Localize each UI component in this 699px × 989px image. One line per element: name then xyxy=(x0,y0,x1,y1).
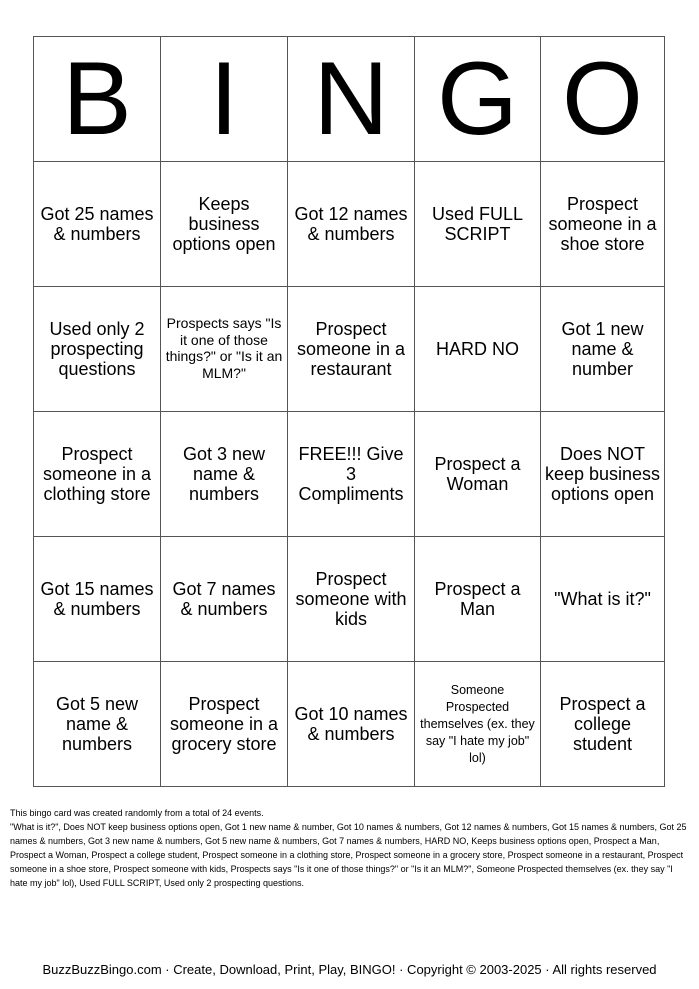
bingo-cell xyxy=(161,287,288,412)
cell-text: Prospect a college student xyxy=(559,693,646,754)
free-space-cell xyxy=(288,412,415,537)
cell-text: Prospect someone in a shoe store xyxy=(548,193,657,254)
bingo-cell xyxy=(34,287,161,412)
board-row xyxy=(34,662,665,787)
cell-text: Prospect someone in a clothing store xyxy=(42,443,152,504)
cell-text: Prospects says "Is it one of those things?" or "Is it an MLM?" xyxy=(165,315,283,381)
bingo-cell xyxy=(541,287,665,412)
cell-text: "What is it?" xyxy=(554,588,651,609)
cell-text: Prospect a Man xyxy=(434,578,521,619)
bingo-cell xyxy=(288,662,415,787)
cell-text: Got 25 names & numbers xyxy=(40,203,154,244)
bingo-cell xyxy=(288,537,415,662)
bingo-cell xyxy=(541,162,665,287)
events-list: "What is it?", Does NOT keep business options open, Got 1 new name & number, Got 10 names & numbers, Got 12 names & numbers, Got 15 names & numbers, Got 25 names & numbers, Got 3 new name & numbers, Got 5 new name & numbers, Got 7 names & numbers, HARD NO, Keeps business options open, Prospect a Man, Prospect a Woman, Prospect a college student, Prospect someone in a clothing store, Prospect someone in a grocery store, Prospect someone in a restaurant, Prospect someone in a shoe store, Prospect someone with kids, Prospects says "Is it one of those things?" or "Is it an MLM?", Someone Prospected themselves (ex. they say "I hate my job" lol), Used FULL SCRIPT, Used only 2 prospecting questions. xyxy=(10,822,687,888)
cell-text: Used only 2 prospecting questions xyxy=(49,318,145,379)
bingo-cell xyxy=(34,412,161,537)
cell-text: Prospect a Woman xyxy=(434,453,521,494)
bingo-cell xyxy=(541,662,665,787)
cell-text: Got 15 names & numbers xyxy=(40,578,154,619)
letter-cell-o xyxy=(541,37,665,162)
cell-text: Does NOT keep business options open xyxy=(544,443,661,504)
letter-cell-n xyxy=(288,37,415,162)
cell-text: HARD NO xyxy=(435,338,519,359)
bingo-cell xyxy=(161,662,288,787)
cell-text: Prospect someone with kids xyxy=(295,568,407,629)
letter-i: I xyxy=(209,41,239,157)
bingo-cell xyxy=(34,537,161,662)
cell-text: Got 3 new name & numbers xyxy=(182,443,266,504)
bingo-cell xyxy=(541,537,665,662)
cell-text: Prospect someone in a grocery store xyxy=(169,693,279,754)
cell-text: Got 7 names & numbers xyxy=(172,578,276,619)
free-space-text: FREE!!! Give 3 Compliments xyxy=(298,443,404,504)
letter-g: G xyxy=(437,41,518,157)
card-info xyxy=(10,806,690,890)
bingo-cell xyxy=(415,412,541,537)
site-footer: BuzzBuzzBingo.com · Create, Download, Print, Play, BINGO! · Copyright © 2003-2025 · All rights reserved xyxy=(42,962,657,977)
board-row xyxy=(34,537,665,662)
letter-o: O xyxy=(562,41,643,157)
bingo-cell xyxy=(34,662,161,787)
bingo-cell xyxy=(415,162,541,287)
letter-b: B xyxy=(62,41,132,157)
cell-text: Someone Prospected themselves (ex. they say "I hate my job" lol) xyxy=(420,682,535,765)
bingo-cell xyxy=(415,287,541,412)
cell-text: Keeps business options open xyxy=(172,193,276,254)
bingo-cell xyxy=(288,287,415,412)
cell-text: Used FULL SCRIPT xyxy=(431,203,524,244)
bingo-cell xyxy=(34,162,161,287)
letter-cell-i xyxy=(161,37,288,162)
bingo-cell xyxy=(415,537,541,662)
cell-text: Got 1 new name & number xyxy=(561,318,644,379)
bingo-card xyxy=(33,36,665,787)
board-row xyxy=(34,412,665,537)
letter-cell-g xyxy=(415,37,541,162)
board-row xyxy=(34,162,665,287)
cell-text: Got 10 names & numbers xyxy=(294,703,408,744)
bingo-cell xyxy=(161,162,288,287)
bingo-cell xyxy=(415,662,541,787)
card-summary: This bingo card was created randomly from a total of 24 events. xyxy=(10,808,264,818)
header-row xyxy=(34,37,665,162)
cell-text: Got 12 names & numbers xyxy=(294,203,408,244)
board-row xyxy=(34,287,665,412)
bingo-cell xyxy=(161,537,288,662)
bingo-cell xyxy=(541,412,665,537)
letter-n: N xyxy=(313,41,389,157)
letter-cell-b xyxy=(34,37,161,162)
cell-text: Prospect someone in a restaurant xyxy=(296,318,406,379)
cell-text: Got 5 new name & numbers xyxy=(55,693,139,754)
bingo-cell xyxy=(288,162,415,287)
bingo-cell xyxy=(161,412,288,537)
